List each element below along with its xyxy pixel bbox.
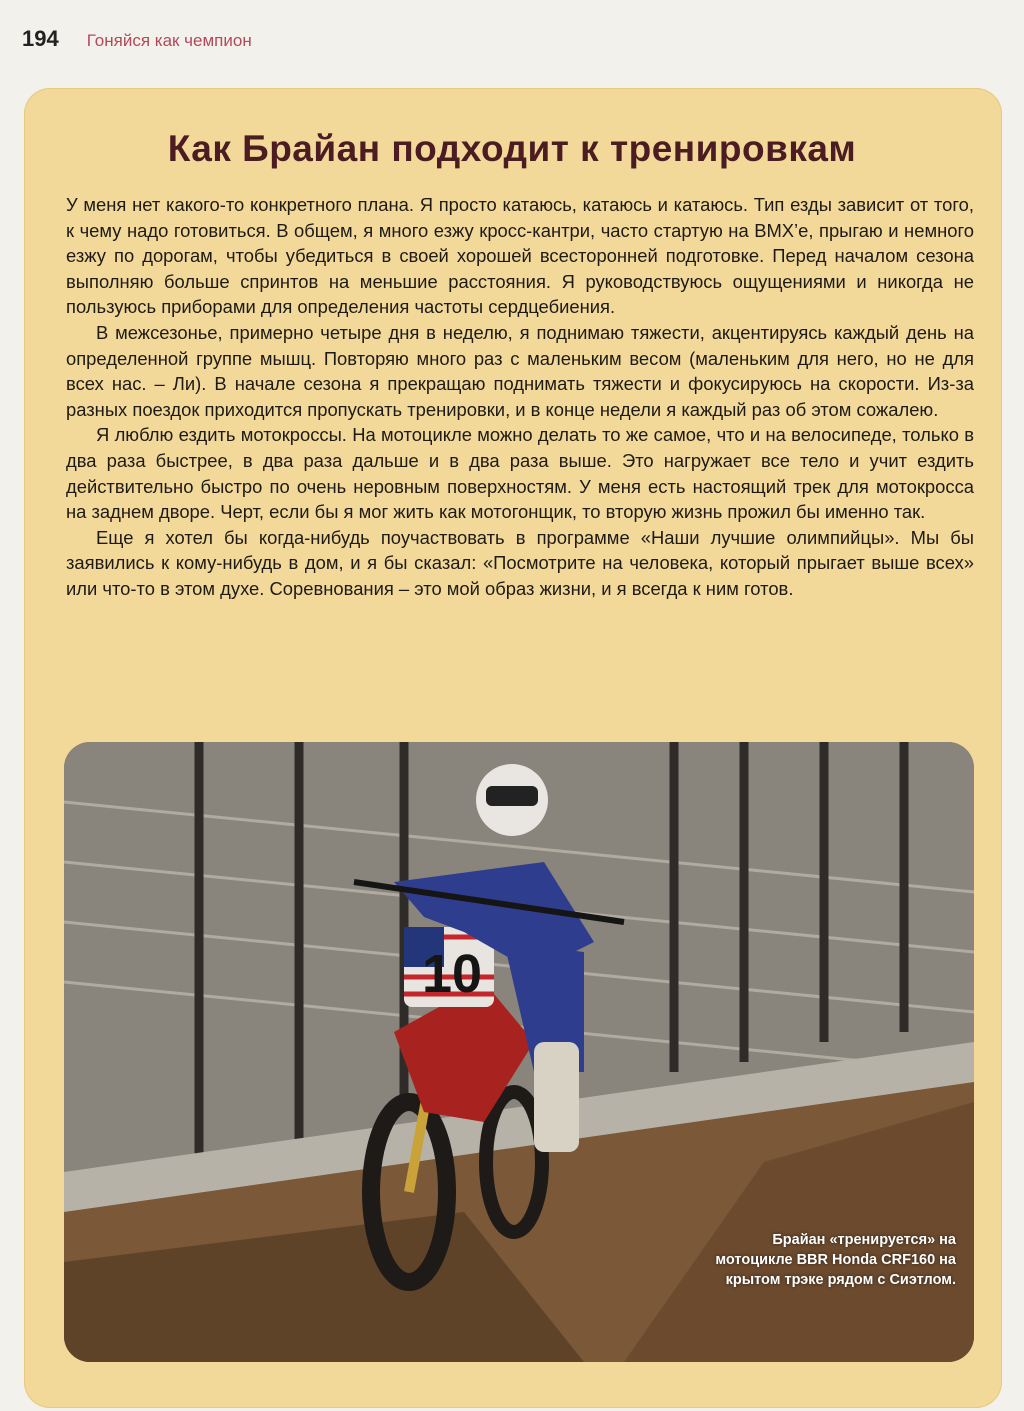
paragraph: Еще я хотел бы когда-нибудь поучаствовать в программе «Наши лучшие олимпийцы». Мы бы заявились к кому-нибудь в дом, и я бы сказал: «Посмотрите на человека, который прыгает выше всех» или что-то в этом духе. Соревнования – это мой образ жизни, и я всегда к ним готов. <box>66 526 974 599</box>
page-number: 194 <box>22 26 59 51</box>
page-header <box>22 26 252 52</box>
paragraph: Я люблю ездить мотокроссы. На мотоцикле можно делать то же самое, что и на велосипеде, только в два раза быстрее, в два раза дальше и в два раза выше. Это нагружает все тело и учит ездить действительно быстро по очень неровным поверхностям. У меня есть настоящий трек для мотокросса на заднем дворе. Черт, если бы я мог жить как мотогонщик, то вторую жизнь прожил бы именно так. <box>66 424 974 523</box>
running-title: Гоняйся как чемпион <box>86 31 252 50</box>
motocross-photo <box>64 742 974 1362</box>
paragraph: У меня нет какого-то конкретного плана. Я просто катаюсь, катаюсь и катаюсь. Тип езды зависит от того, к чему надо готовиться. В общем, я много езжу кросс-кантри, часто стартую на BMX’е, прыгаю и немного езжу по дорогам, чтобы убедиться в своей хорошей всесторонней подготовке. Перед началом сезона выполняю больше спринтов на меньшие расстояния. Я руководствуюсь ощущениями и никогда не пользуюсь приборами для определения частоты сердцебиения. <box>66 194 974 318</box>
article-body <box>66 192 974 602</box>
photo-caption: Брайан «тренируется» на мотоцикле BBR Honda CRF160 на крытом трэке рядом с Сиэтлом. <box>715 1232 956 1288</box>
article-title: Как Брайан подходит к тренировкам <box>167 128 857 169</box>
plate-number: 10 <box>421 944 483 1004</box>
paragraph: В межсезонье, примерно четыре дня в неделю, я поднимаю тяжести, акцентируясь каждый день на определенной группе мышц. Повторяю много раз с маленьким весом (маленьким для него, но не для всех нас. – Ли). В начале сезона я прекращаю поднимать тяжести и фокусируюсь на скорости. Из-за разных поездок приходится пропускать тренировки, и в конце недели я каждый раз об этом сожалею. <box>66 321 974 420</box>
